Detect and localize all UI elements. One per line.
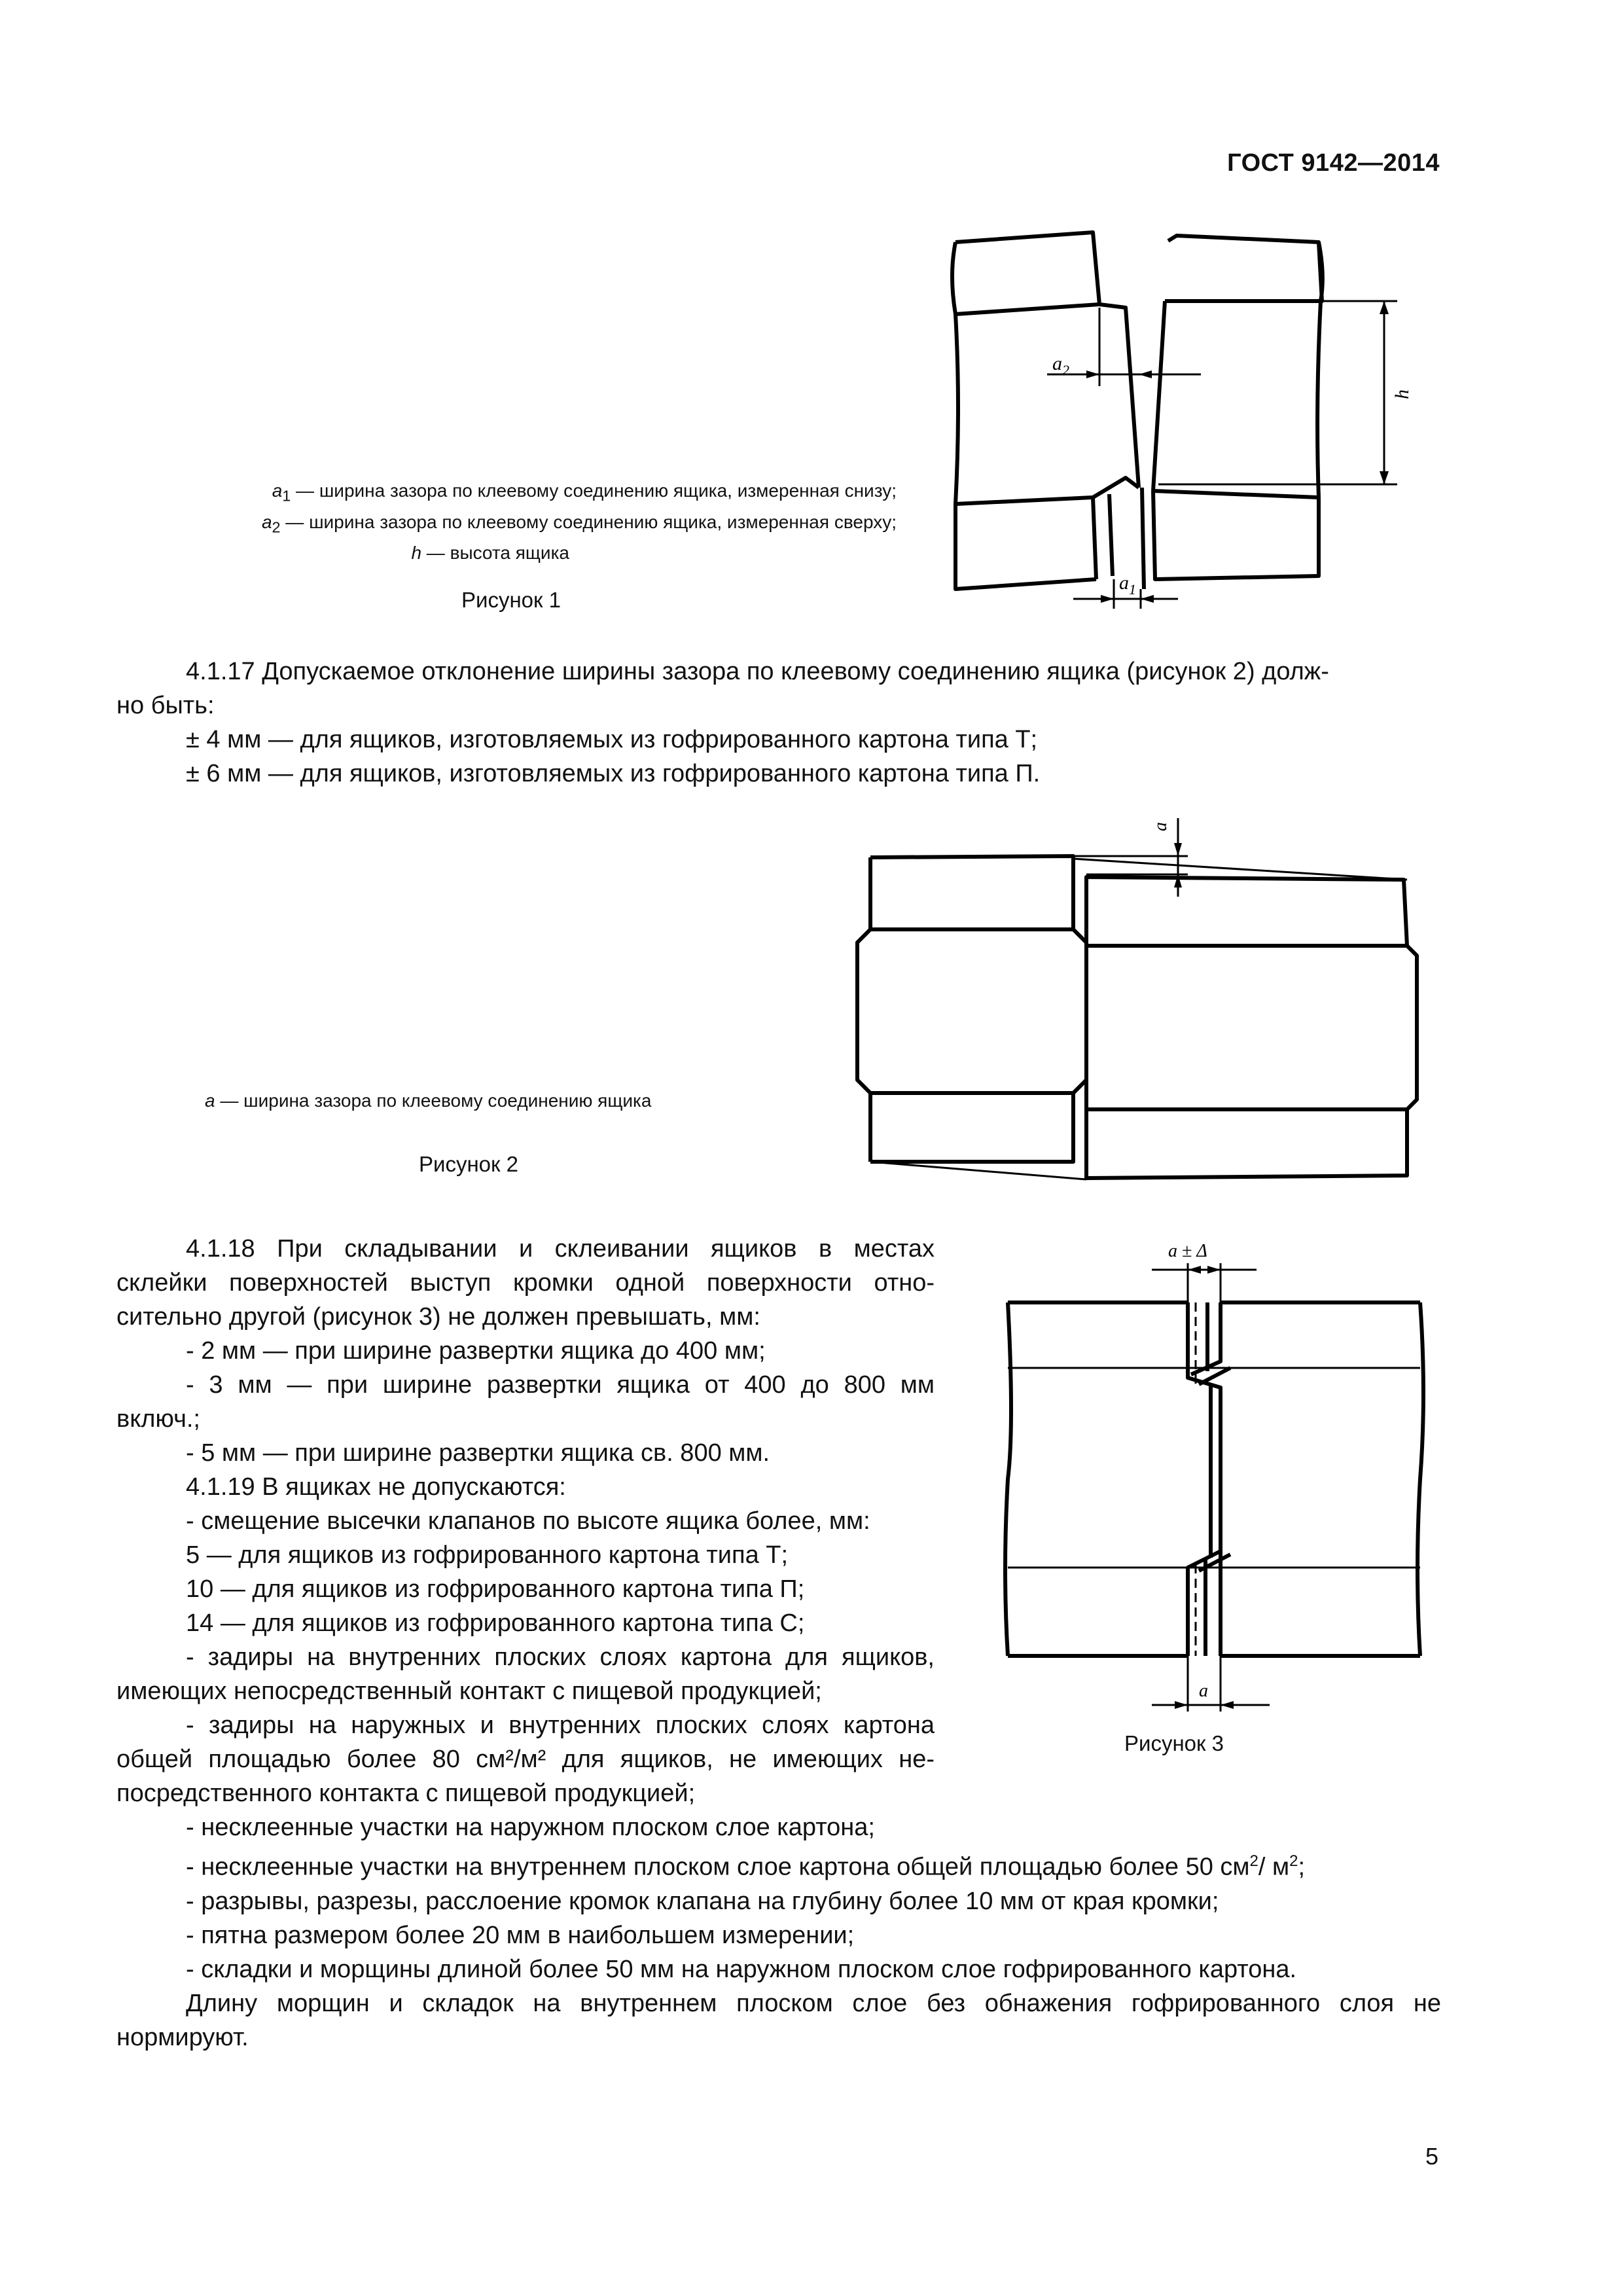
figure-3-drawing bbox=[995, 1230, 1453, 1728]
list-item: - 5 мм — при ширине развертки ящика св. 800 мм. bbox=[186, 1439, 770, 1467]
paragraph-line: имеющих непосредственный контакт с пищевой продукцией; bbox=[116, 1677, 822, 1705]
paragraph-line: но быть: bbox=[116, 692, 215, 719]
legend-item-a1: $a_1$ — ширина зазора по клеевому соединению ящика, измеренная снизу; bbox=[272, 480, 897, 505]
figure-1-caption: Рисунок 1 bbox=[461, 588, 561, 612]
figure-1-legend bbox=[262, 478, 897, 566]
figure-2-caption: Рисунок 2 bbox=[419, 1152, 518, 1176]
section-4-1-19 bbox=[116, 1470, 935, 1844]
list-item: - складки и морщины длиной более 50 мм на наружном плоском слое гофрированного картона. bbox=[186, 1955, 1297, 1983]
paragraph-line: сительно другой (рисунок 3) не должен превышать, мм: bbox=[116, 1303, 760, 1331]
figure-2-legend: a — ширина зазора по клеевому соединению ящика bbox=[205, 1090, 652, 1111]
paragraph-line: 4.1.19 В ящиках не допускаются: bbox=[186, 1473, 566, 1501]
list-item: - задиры на наружных и внутренних плоских слоях картона bbox=[186, 1712, 935, 1739]
label-h: h bbox=[1391, 389, 1413, 399]
legend-item-a2: $a_2$ — ширина зазора по клеевому соединению ящика, измеренная сверху; bbox=[261, 511, 897, 536]
figure-1-drawing bbox=[942, 223, 1427, 615]
list-item: 5 — для ящиков из гофрированного картона типа Т; bbox=[186, 1541, 789, 1569]
paragraph-line: нормируют. bbox=[116, 2023, 249, 2051]
label-a-plus-minus-delta: a ± Δ bbox=[1168, 1241, 1207, 1261]
list-item: - задиры на внутренних плоских слоях картона для ящиков, bbox=[186, 1643, 935, 1671]
list-item: ± 4 мм — для ящиков, изготовляемых из гофрированного картона типа Т; bbox=[186, 726, 1038, 753]
paragraph-line: 4.1.17 Допускаемое отклонение ширины зазора по клеевому соединению ящика (рисунок 2) долж- bbox=[186, 658, 1329, 685]
paragraph-line: общей площадью более 80 см²/м² для ящиков, не имеющих не- bbox=[116, 1746, 935, 1773]
paragraph-line: 4.1.18 При складывании и склеивании ящиков в местах bbox=[186, 1235, 935, 1263]
figure-2-drawing bbox=[844, 812, 1433, 1230]
list-item: - 2 мм — при ширине развертки ящика до 400 мм; bbox=[186, 1337, 766, 1365]
section-4-1-18 bbox=[116, 1232, 935, 1470]
paragraph-line: Длину морщин и складок на внутреннем плоском слое без обнажения гофрированного слоя не bbox=[186, 1989, 1441, 2017]
list-item: - несклеенные участки на наружном плоском слое картона; bbox=[186, 1814, 875, 1841]
list-item: 10 — для ящиков из гофрированного картона типа П; bbox=[186, 1575, 805, 1603]
list-item: - разрывы, разрезы, расслоение кромок клапана на глубину более 10 мм от края кромки; bbox=[186, 1887, 1219, 1915]
document-header: ГОСТ 9142—2014 bbox=[1227, 149, 1440, 177]
list-item: ± 6 мм — для ящиков, изготовляемых из гофрированного картона типа П. bbox=[186, 760, 1041, 787]
paragraph-line: посредственного контакта с пищевой продукцией; bbox=[116, 1780, 696, 1807]
list-item: - 3 мм — при ширине развертки ящика от 400 до 800 мм bbox=[186, 1371, 935, 1399]
section-4-1-17 bbox=[116, 655, 1441, 791]
list-item: - несклеенные участки на внутреннем плоском слое картона общей площадью более 50 $см^2/$ $м^2$; bbox=[186, 1852, 1306, 1881]
label-a2: $a_2$ bbox=[1052, 353, 1069, 378]
list-item: - пятна размером более 20 мм в наибольшем измерении; bbox=[186, 1921, 855, 1949]
figure-3-caption: Рисунок 3 bbox=[1124, 1731, 1224, 1755]
label-a: a bbox=[1150, 822, 1171, 831]
paragraph-line: включ.; bbox=[116, 1405, 200, 1433]
list-item: - смещение высечки клапанов по высоте ящика более, мм: bbox=[186, 1507, 870, 1535]
label-a1: $a_1$ bbox=[1119, 572, 1136, 598]
paragraph-line: склейки поверхностей выступ кромки одной поверхности отно- bbox=[116, 1269, 935, 1297]
legend-item-h: h — высота ящика bbox=[411, 543, 569, 564]
list-item: 14 — для ящиков из гофрированного картона типа С; bbox=[186, 1609, 805, 1637]
section-4-1-19-continued bbox=[116, 1844, 1441, 2054]
page-number: 5 bbox=[1425, 2143, 1438, 2170]
label-a-bottom: a bbox=[1199, 1681, 1208, 1701]
